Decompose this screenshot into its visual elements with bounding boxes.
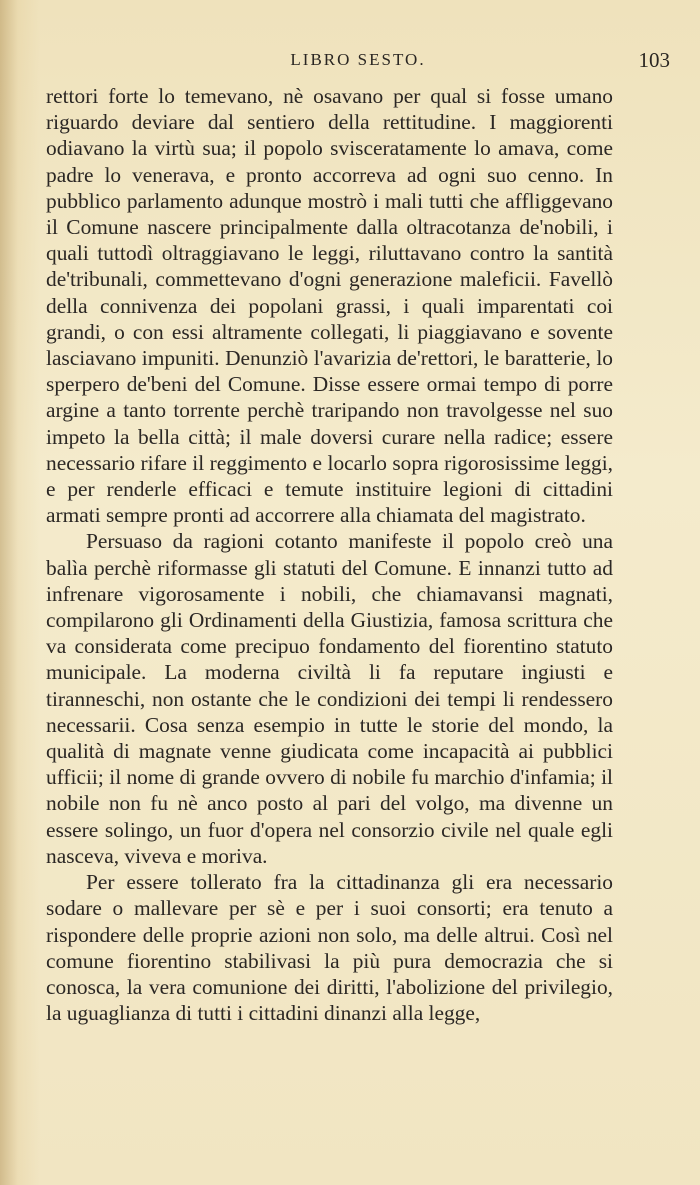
page-number: 103 — [638, 48, 670, 72]
paragraph: Persuaso da ragioni cotanto manifeste il popolo creò una balìa perchè riformasse gli statuti del Comune. E innanzi tutto ad infrenare vigorosamente i nobili, che chiamavansi magnati, compilarono gli Ordinamenti della Giustizia, famosa scrittura che va considerata come precipuo fondamento del fiorentino statuto municipale. La moderna civiltà li fa reputare ingiusti e tiranneschi, non ostante che le condizioni dei tempi li rendessero necessarii. Cosa senza esempio in tutte le storie del mondo, la qualità di magnate venne giudicata come incapacità ai pubblici ufficii; il nome di grande ovvero di nobile fu marchio d'infamia; il nobile non fu nè anco posto al pari del volgo, ma divenne un essere solingo, un fuor d'opera nel consorzio civile nel quale egli nasceva, viveva e moriva. — [46, 529, 613, 868]
paragraph-continued: rettori forte lo temevano, nè osavano per qual si fosse umano riguardo deviare dal sentiero della rettitudine. I maggiorenti odiavano la virtù sua; il popolo svisceratamente lo amava, come padre lo venerava, e pronto accorreva ad ogni suo cenno. In pubblico parlamento adunque mostrò i mali tutti che affliggevano il Comune nascere principalmente dalla oltracotanza de'nobili, i quali tuttodì oltraggiavano le leggi, riluttavano contro la santità de'tribunali, commettevano d'ogni generazione maleficii. Favellò della connivenza dei popolani grassi, i quali imparentati coi grandi, o con essi altramente collegati, li piaggiavano e sovente lasciavano impuniti. Denunziò l'avarizia de'rettori, le baratterie, lo sperpero de'beni del Comune. Disse essere ormai tempo di porre argine a tanto torrente perchè traripando non travolgesse nel suo impeto la bella città; il male doversi curare nella radice; essere necessario rifare il reggimento e locarlo sopra rigorosissime leggi, e per renderle efficaci e temute instituire legioni di cittadini armati sempre pronti ad accorrere alla chiamata del magistrato. — [46, 84, 613, 528]
page-header — [46, 48, 670, 74]
running-title: LIBRO SESTO. — [290, 50, 426, 69]
body-text — [46, 83, 613, 1026]
paragraph: Per essere tollerato fra la cittadinanza gli era necessario sodare o mallevare per sè e per i suoi consorti; era tenuto a rispondere delle proprie azioni non solo, ma delle altrui. Così nel comune fiorentino stabilivasi la più pura democrazia che si conosca, la vera comunione dei diritti, l'abolizione del privilegio, la uguaglianza di tutti i cittadini dinanzi alla legge, — [46, 870, 613, 1026]
